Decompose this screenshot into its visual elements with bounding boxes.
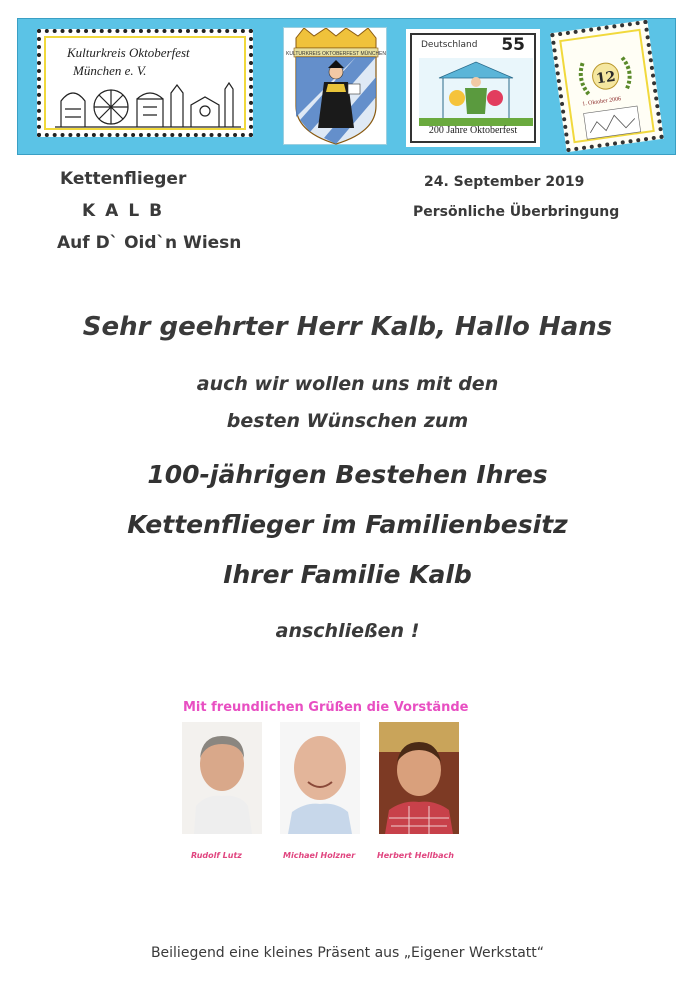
- headline-line2: Kettenflieger im Familienbesitz: [127, 510, 568, 539]
- postage-country: Deutschland: [421, 40, 478, 50]
- club-stamp-line1: Kulturkreis Oktoberfest: [67, 45, 190, 60]
- member-name: Herbert Hellbach: [377, 851, 454, 860]
- anniversary-date: 1. Oktober 2006: [581, 96, 622, 108]
- person-portrait-icon: [182, 722, 262, 834]
- footer-note: Beiliegend eine kleines Präsent aus „Eigener Werkstatt“: [150, 945, 545, 961]
- portrait-michael-holzner: [280, 722, 360, 834]
- crest-stamp: [283, 27, 387, 145]
- oktoberfest-carousel-icon: [419, 58, 533, 126]
- headline-line3: Ihrer Familie Kalb: [223, 560, 472, 589]
- regards-line: Mit freundlichen Grüßen die Vorstände: [183, 700, 469, 715]
- header-banner: [17, 18, 676, 155]
- laurel-wreath-icon: [559, 29, 655, 147]
- recipient-line3: Auf D` Oid`n Wiesn: [57, 233, 242, 253]
- recipient-line1: Kettenflieger: [60, 169, 187, 189]
- recipient-line2: KALB: [82, 201, 173, 221]
- postage-caption: 200 Jahre Oktoberfest: [428, 125, 518, 136]
- member-name: Michael Holzner: [283, 851, 356, 860]
- postage-stamp: [406, 29, 540, 147]
- person-portrait-icon: [379, 722, 459, 834]
- postage-value: 55: [501, 35, 525, 55]
- person-portrait-icon: [280, 722, 360, 834]
- greeting: Sehr geehrter Herr Kalb, Hallo Hans: [82, 312, 613, 342]
- anniversary-stamp: [550, 20, 664, 152]
- crest-banner-text: KULTURKREIS OKTOBERFEST MÜNCHEN: [285, 51, 387, 57]
- letter-date: 24. September 2019: [424, 174, 585, 190]
- club-stamp: [37, 29, 253, 137]
- headline-line1: 100-jährigen Bestehen Ihres: [147, 460, 548, 489]
- portrait-herbert-hellbach: [379, 722, 459, 834]
- portrait-rudolf-lutz: [182, 722, 262, 834]
- member-name: Rudolf Lutz: [191, 851, 242, 860]
- munich-child-crest-icon: [284, 28, 388, 146]
- intro-line2: besten Wünschen zum: [226, 410, 469, 432]
- oktoberfest-skyline-icon: [53, 79, 243, 129]
- club-stamp-line2: München e. V.: [73, 63, 147, 78]
- anniversary-number: 12: [595, 68, 617, 88]
- closing-line: anschließen !: [275, 620, 420, 642]
- intro-line1: auch wir wollen uns mit den: [196, 373, 499, 395]
- delivery-note: Persönliche Überbringung: [413, 204, 620, 220]
